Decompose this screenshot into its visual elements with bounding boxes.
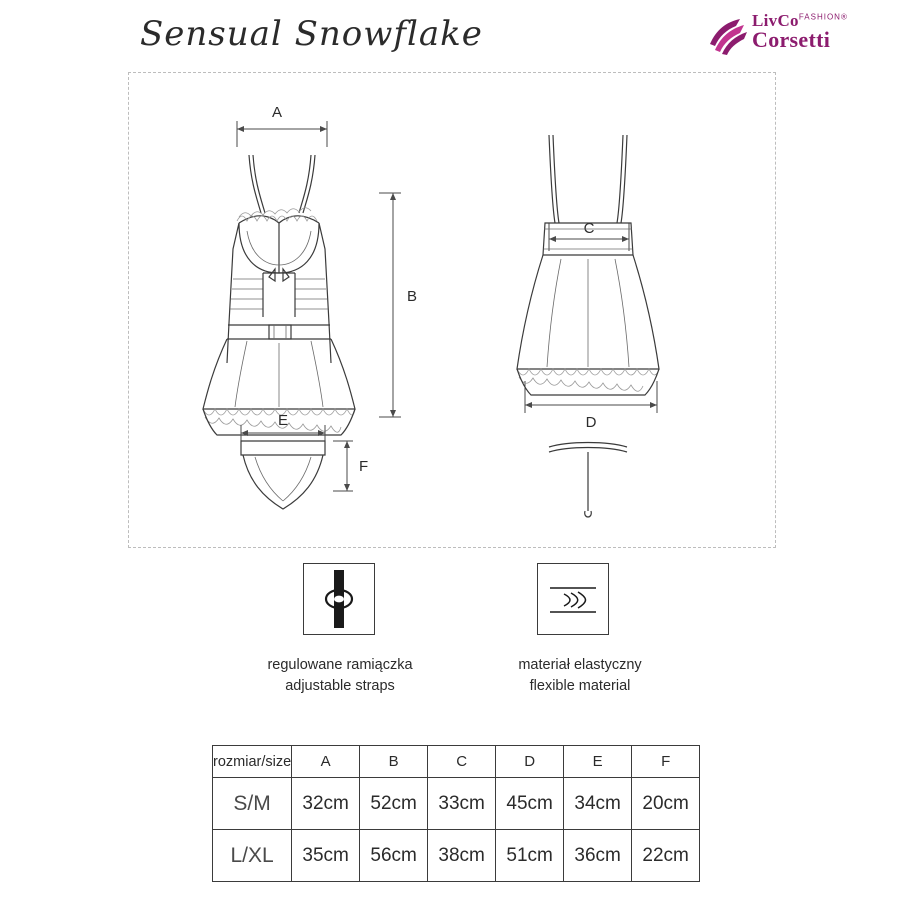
- brand-logo: [706, 10, 856, 60]
- table-row: [213, 830, 700, 882]
- front-view-drawing: [203, 104, 417, 435]
- lxl-e: 36cm: [564, 830, 632, 882]
- header-d: D: [496, 746, 564, 778]
- lxl-a: 35cm: [292, 830, 360, 882]
- logo-line-2: Corsetti: [752, 26, 831, 52]
- size-table: [212, 745, 700, 882]
- table-header-row: [213, 746, 700, 778]
- flexible-material-caption-en: flexible material: [529, 678, 631, 695]
- lxl-d: 51cm: [496, 830, 564, 882]
- sm-f: 20cm: [632, 778, 700, 830]
- page-title: Sensual Snowflake: [140, 14, 483, 54]
- svg-text:E: E: [277, 412, 289, 429]
- svg-text:B: B: [407, 288, 418, 305]
- header-a: A: [292, 746, 360, 778]
- flexible-material-icon: [537, 563, 609, 635]
- sm-e: 34cm: [564, 778, 632, 830]
- flexible-material-caption: [420, 655, 740, 697]
- header-b: B: [360, 746, 428, 778]
- header-size-label: rozmiar/size: [213, 746, 292, 778]
- back-view-drawing: [517, 135, 659, 431]
- svg-text:C: C: [583, 220, 595, 237]
- header-f: F: [632, 746, 700, 778]
- adjustable-straps-caption-pl: regulowane ramiączka: [267, 657, 413, 673]
- flexible-material-caption-pl: materiał elastyczny: [518, 657, 642, 673]
- logo-line-1: LivCo: [752, 11, 799, 30]
- svg-text:A: A: [271, 104, 283, 121]
- lxl-c: 38cm: [428, 830, 496, 882]
- logo-wing-icon: [706, 14, 750, 58]
- sm-c: 33cm: [428, 778, 496, 830]
- table-row: [213, 778, 700, 830]
- header-e: E: [564, 746, 632, 778]
- technical-drawing-frame: [128, 72, 776, 548]
- sm-b: 52cm: [360, 778, 428, 830]
- svg-text:D: D: [585, 414, 597, 431]
- adjustable-straps-caption-en: adjustable straps: [285, 678, 395, 695]
- header-c: C: [428, 746, 496, 778]
- row-size-lxl: L/XL: [213, 830, 292, 882]
- row-size-sm: S/M: [213, 778, 292, 830]
- svg-text:F: F: [359, 458, 369, 475]
- lxl-b: 56cm: [360, 830, 428, 882]
- adjustable-straps-icon: [303, 563, 375, 635]
- lxl-f: 22cm: [632, 830, 700, 882]
- sm-d: 45cm: [496, 778, 564, 830]
- logo-superscript: FASHION®: [798, 12, 848, 22]
- sm-a: 32cm: [292, 778, 360, 830]
- garment-technical-drawings: [129, 73, 775, 547]
- back-thong-drawing: [549, 443, 627, 518]
